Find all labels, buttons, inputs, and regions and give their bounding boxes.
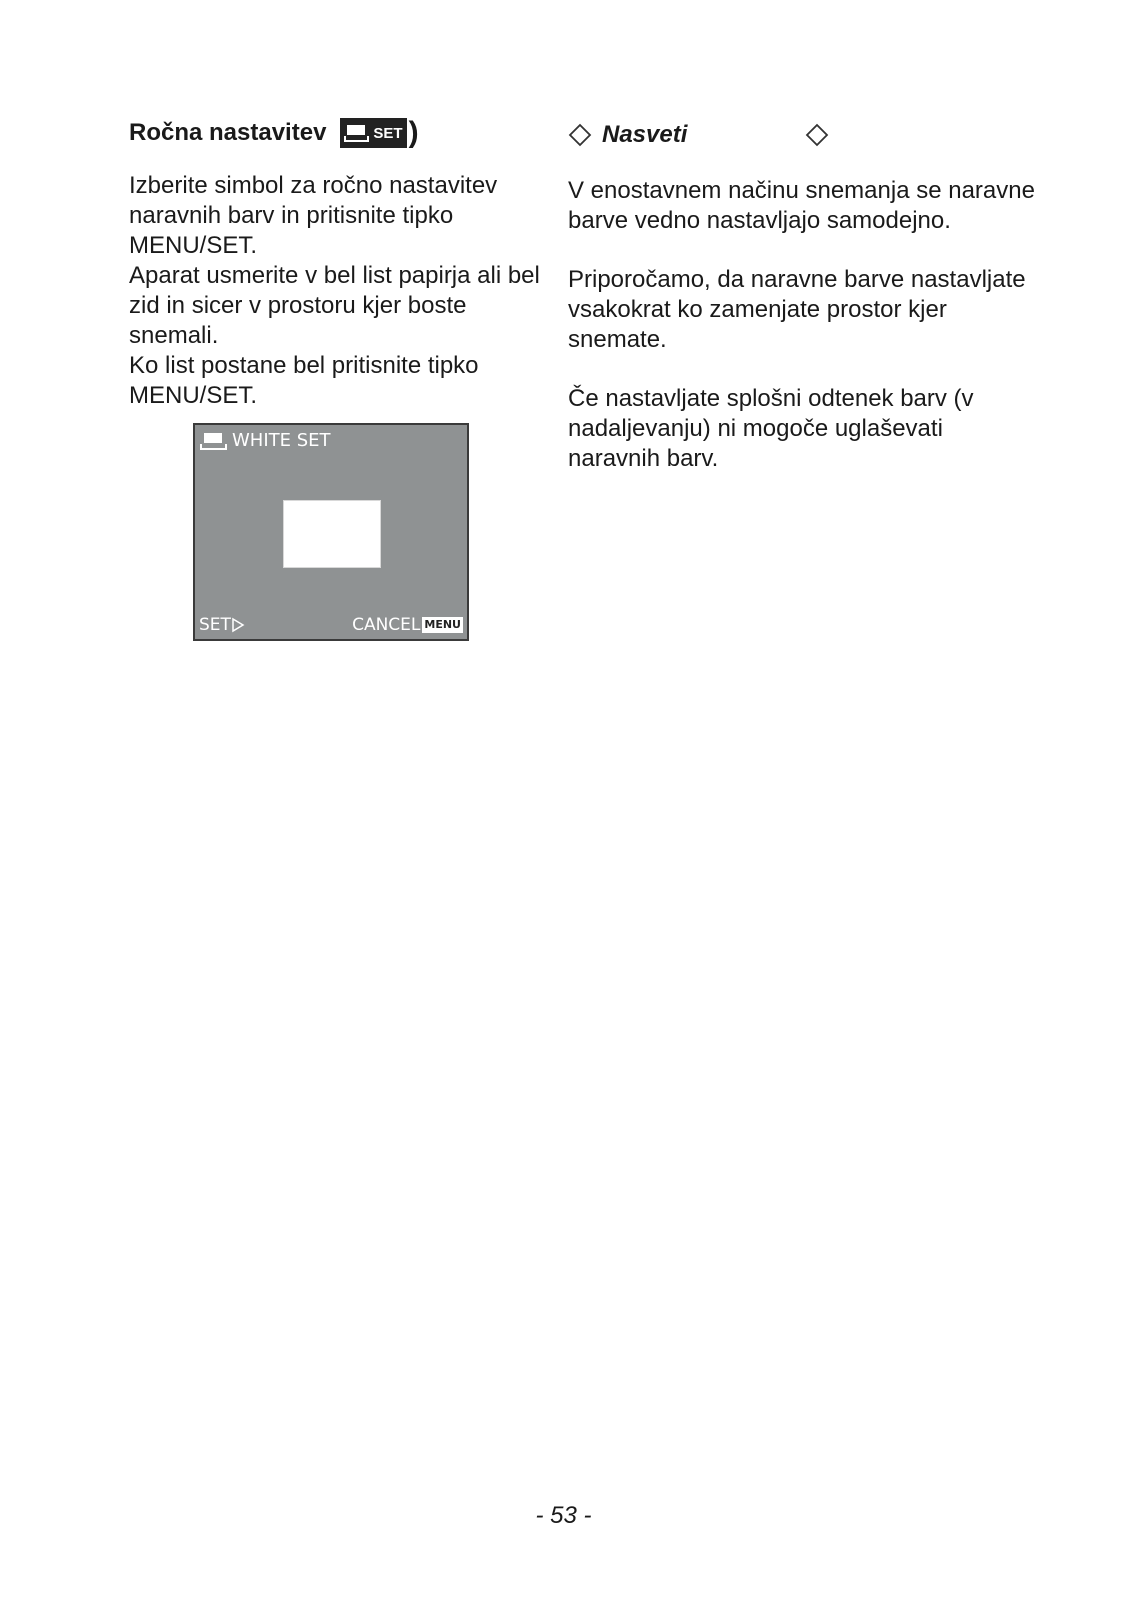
camera-screen-illustration bbox=[193, 423, 469, 641]
set-label: SET bbox=[199, 615, 231, 635]
screen-cancel-hint bbox=[352, 615, 463, 635]
instructions bbox=[129, 171, 549, 411]
page-number: - 53 - bbox=[535, 1502, 592, 1529]
tips-section bbox=[568, 118, 1038, 503]
tip-paragraph: Če nastavljate splošni odtenek barv (v nadaljevanju) ni mogoče uglaševati naravnih barv. bbox=[568, 385, 974, 472]
white-target-frame bbox=[283, 500, 381, 568]
screen-set-hint bbox=[199, 615, 245, 635]
white-balance-symbol-icon bbox=[344, 123, 370, 143]
tips-body bbox=[568, 176, 1038, 474]
section-title-text: Ročna nastavitev bbox=[129, 119, 327, 146]
white-set-badge-text: SET bbox=[373, 124, 403, 142]
instruction-paragraph: Aparat usmerite v bel list papirja ali bel zid in sicer v prostoru kjer boste snemali. bbox=[129, 262, 540, 349]
tips-header bbox=[568, 118, 1038, 152]
cancel-label: CANCEL bbox=[352, 615, 421, 635]
white-set-icon bbox=[340, 118, 418, 148]
tip-paragraph: Priporočamo, da naravne barve nastavljate vsakokrat ko zamenjate prostor kjer snemate. bbox=[568, 266, 1026, 353]
tips-title: Nasveti bbox=[602, 121, 688, 148]
instruction-paragraph: Izberite simbol za ročno nastavitev naravnih barv in pritisnite tipko MENU/SET. bbox=[129, 172, 498, 259]
section-title bbox=[129, 112, 549, 154]
title-close-paren: ) bbox=[408, 116, 419, 149]
tip-paragraph: V enostavnem načinu snemanja se naravne barve vedno nastavljajo samodejno. bbox=[568, 177, 1035, 234]
manual-white-balance-section bbox=[129, 112, 549, 641]
diamond-icon bbox=[568, 123, 592, 147]
menu-badge: MENU bbox=[424, 618, 461, 631]
screen-header-text: WHITE SET bbox=[232, 430, 331, 451]
white-set-badge bbox=[340, 118, 406, 148]
screen-header bbox=[200, 430, 331, 451]
instruction-paragraph: Ko list postane bel pritisnite tipko MENU/SET. bbox=[129, 352, 479, 409]
white-balance-symbol-icon bbox=[200, 431, 228, 451]
play-triangle-icon bbox=[231, 617, 245, 633]
diamond-icon bbox=[805, 123, 829, 147]
